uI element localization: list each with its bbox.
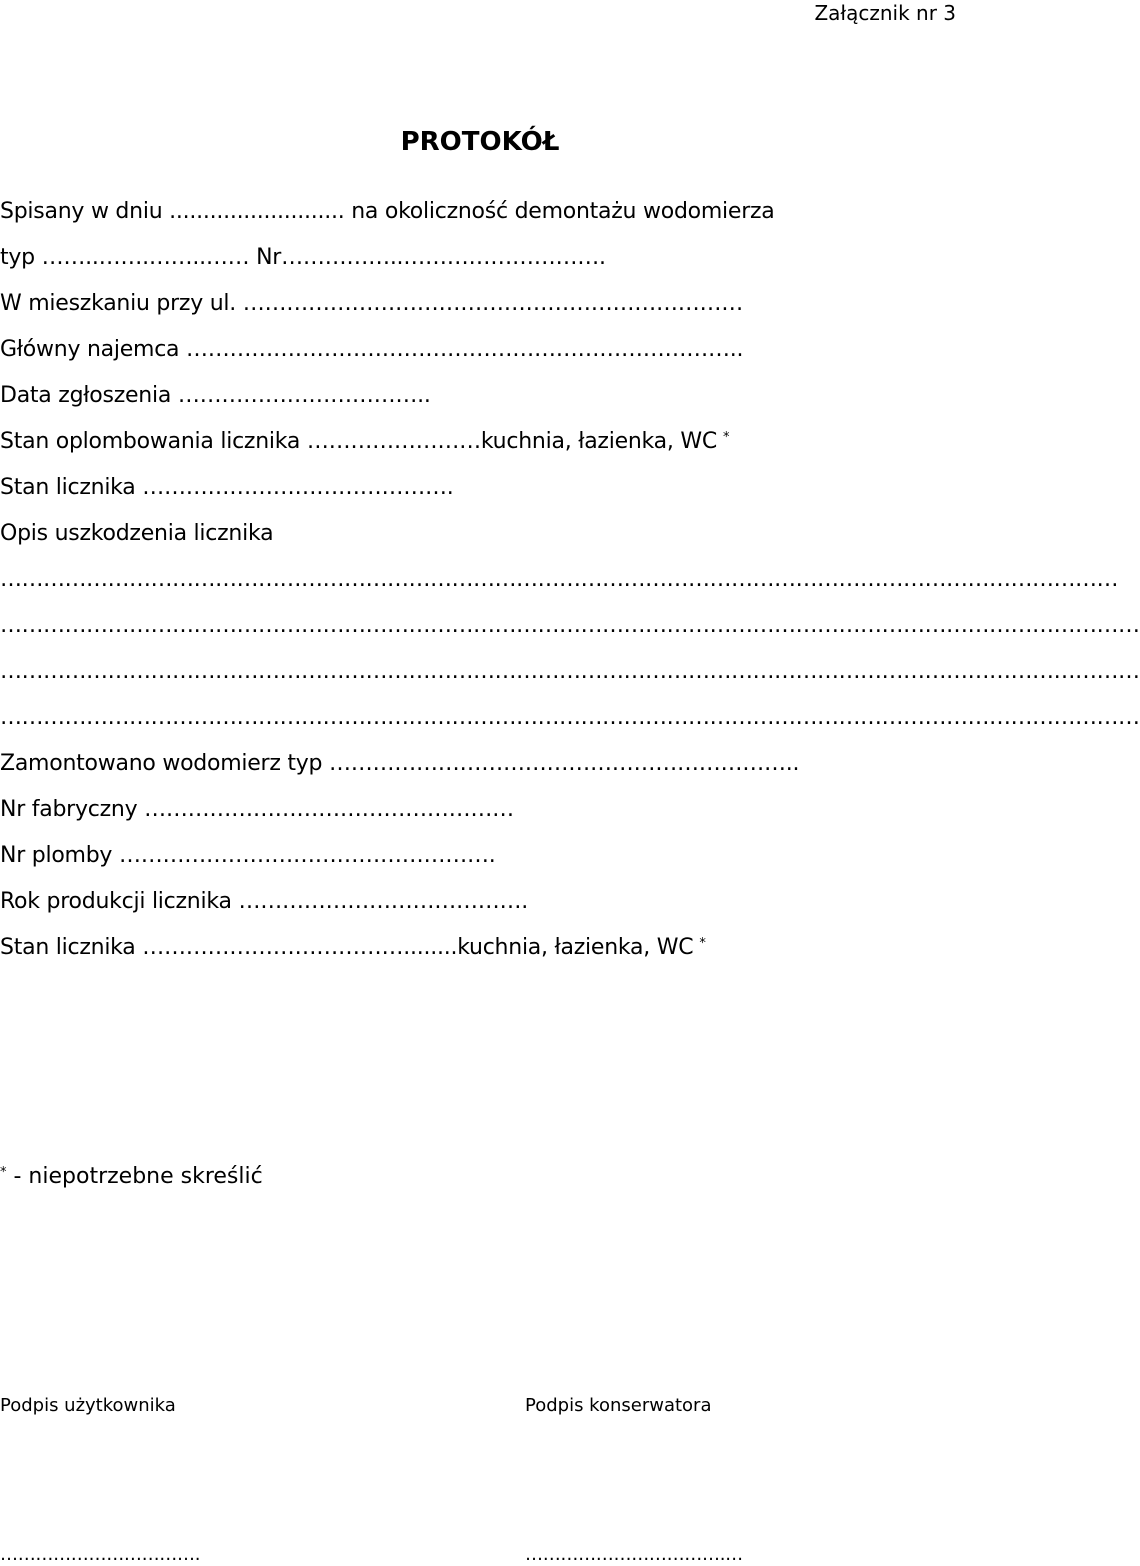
blank-line: …………………………………………………………………………………………………………………………………………… <box>0 659 1140 684</box>
footnote-marker: * <box>0 1165 7 1180</box>
tenant-line: Główny najemca ………………………………………………………………….. <box>0 337 744 362</box>
footnote-marker: * <box>699 936 706 951</box>
serial-number-line: Nr fabryczny …………………………………………… <box>0 797 514 822</box>
seal-status-text: Stan oplombowania licznika ……………………kuchnia, łazienka, WC <box>0 429 717 454</box>
meter-type-line: typ ……..…….……..…… Nr……………..………………………. <box>0 245 606 270</box>
footnote-marker: * <box>723 430 730 445</box>
attachment-number: Załącznik nr 3 <box>814 1 956 25</box>
footnote-text: - niepotrzebne skreślić <box>6 1164 263 1189</box>
installed-meter-type-line: Zamontowano wodomierz typ ……………………………………………………….. <box>0 751 800 776</box>
new-meter-reading-line <box>0 933 706 963</box>
meter-reading-line: Stan licznika ……………………………………. <box>0 475 454 500</box>
report-date-line: Data zgłoszenia …………………………….. <box>0 383 431 408</box>
footnote <box>0 1162 263 1192</box>
seal-status-line <box>0 427 729 457</box>
blank-line: …………………………………………………………………………………………………………………………………………… <box>0 705 1140 730</box>
maintainer-signature-line: …………………………….… <box>525 1544 743 1565</box>
address-line: W mieszkaniu przy ul. …………………………………………………………… <box>0 291 744 316</box>
maintainer-signature-label: Podpis konserwatora <box>525 1395 712 1416</box>
blank-line: ………………………………………………………………………………………………………………………………………… <box>0 567 1118 592</box>
production-year-line: Rok produkcji licznika …………………………………. <box>0 889 528 914</box>
date-line: Spisany w dniu .......................... na okoliczność demontażu wodomierza <box>0 199 775 224</box>
new-meter-reading-text: Stan licznika ………………………………........kuchnia, łazienka, WC <box>0 935 694 960</box>
user-signature-line: ……………………………. <box>0 1544 201 1565</box>
damage-description-label: Opis uszkodzenia licznika <box>0 521 274 546</box>
blank-line: …………………………………………………………………………………………………………………………………………… <box>0 613 1140 638</box>
seal-number-line: Nr plomby ……………………………………………. <box>0 843 496 868</box>
user-signature-label: Podpis użytkownika <box>0 1395 176 1416</box>
document-title: PROTOKÓŁ <box>400 127 560 157</box>
